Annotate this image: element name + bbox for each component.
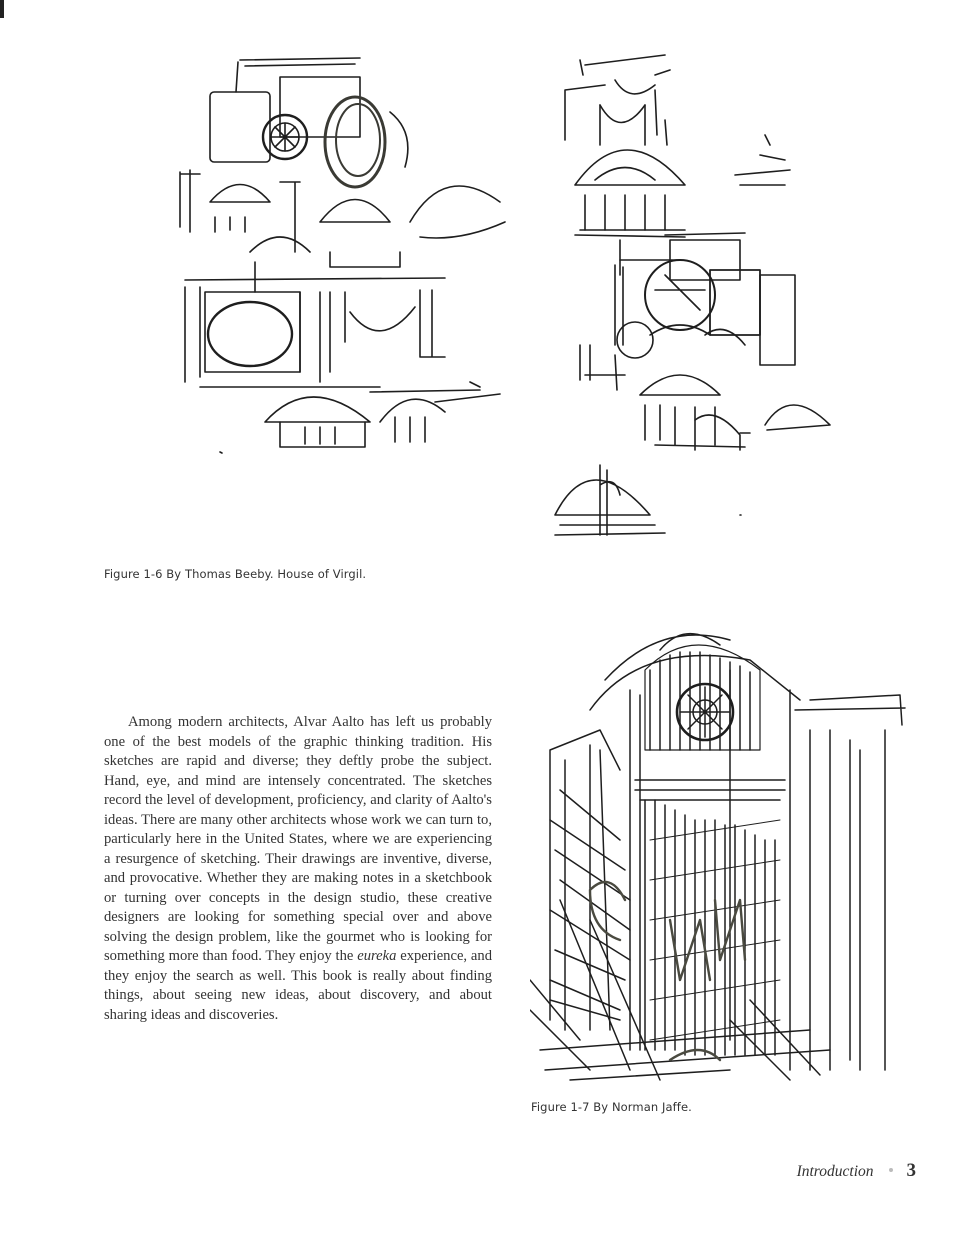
page-edge-mark <box>0 0 4 18</box>
body-text-italic: eureka <box>357 948 397 964</box>
body-paragraph <box>104 713 492 1025</box>
figure-1-7-sketch <box>530 600 910 1090</box>
page-number: 3 <box>906 1160 916 1181</box>
figure-caption: Figure 1-7 By Norman Jaffe. <box>531 1100 692 1114</box>
footer-separator-dot <box>889 1168 893 1172</box>
figure-1-6-sketch-right <box>545 45 845 545</box>
figure-caption: Figure 1-6 By Thomas Beeby. House of Virgil. <box>104 567 367 581</box>
body-text-start: Among modern architects, Alvar Aalto has left us probably one of the best models of the graphic thinking tradition. His sketches are rapid and diverse; they deftly probe the subject. Hand, eye, and mind are intensely concentrated. The sketches record the level of development, proficiency, and clarity of Aalto's ideas. There are many other architects whose work we can turn to, particularly here in the United States, where we are experiencing a resurgence of sketching. Their drawings are inventive, diverse, and provocative. Whether they are making notes in a sketchbook or turning over concepts in the design studio, these creative designers are looking for something special over and above solving the design problem, like the gourmet who is looking for something more than food. They enjoy the <box>104 714 492 964</box>
page-footer <box>797 1160 916 1182</box>
body-text-end: experience, and they enjoy the search as well. This book is really about finding things, about seeing new ideas, about discovery, and about sharing ideas and discoveries. <box>104 948 492 1023</box>
running-footer-section: Introduction <box>796 1163 874 1180</box>
figure-1-6-sketch-left <box>170 52 510 462</box>
